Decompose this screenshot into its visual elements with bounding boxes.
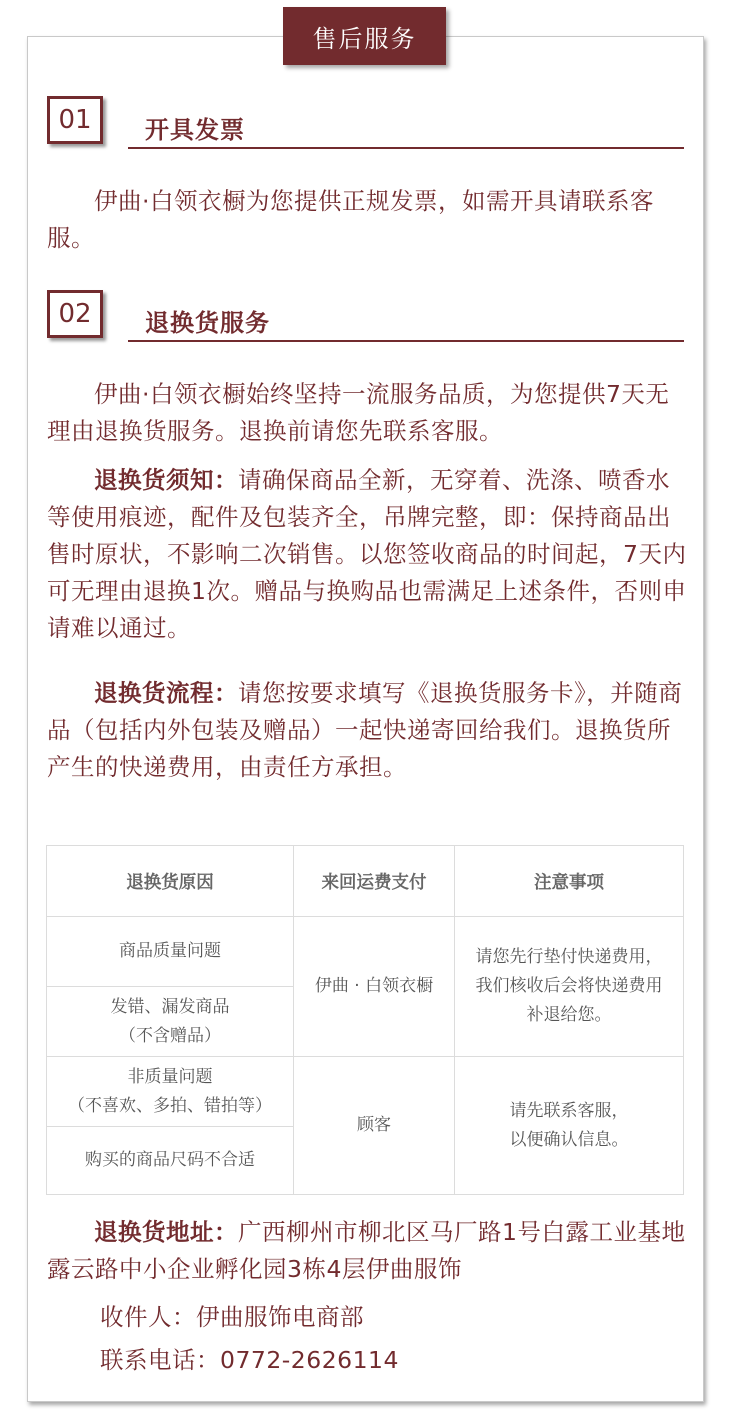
recipient: 收件人：伊曲服饰电商部 <box>100 1303 364 1331</box>
section-title-returns: 退换货服务 <box>145 309 270 337</box>
reason-line: （不含赠品） <box>119 1025 221 1046</box>
section-divider <box>128 340 684 342</box>
contact-phone: 联系电话：0772-2626114 <box>100 1346 399 1374</box>
table-row <box>47 1057 684 1127</box>
note-line: 以便确认信息。 <box>509 1129 629 1150</box>
reason-line: 发错、漏发商品 <box>110 996 230 1017</box>
table-cell-reason: 购买的商品尺码不合适 <box>47 1127 294 1195</box>
notice-text: 请确保商品全新，无穿着、洗涤、喷香水等使用痕迹，配件及包装齐全，吊牌完整，即：保持商品出售时原状，不影响二次销售。以您签收商品的时间起，7天内可无理由退换1次。赠品与换购品也需满足上述条件，否则申请难以通过。 <box>47 466 687 642</box>
table-cell-reason: 商品质量问题 <box>47 917 294 987</box>
table-header-row <box>47 846 684 917</box>
table-cell-payer: 伊曲 · 白领衣橱 <box>294 917 455 1057</box>
table-cell-note <box>455 1057 684 1195</box>
table-cell-reason <box>47 1057 294 1127</box>
process-label: 退换货流程： <box>94 679 238 707</box>
table-cell-reason <box>47 987 294 1057</box>
invoice-text: 伊曲·白领衣橱为您提供正规发票，如需开具请联系客服。 <box>47 187 654 252</box>
returns-intro: 伊曲·白领衣橱始终坚持一流服务品质，为您提供7天无理由退换货服务。退换前请您先联系客服。 <box>47 380 670 445</box>
table-header: 注意事项 <box>455 846 684 917</box>
notice-label: 退换货须知： <box>94 466 238 494</box>
note-line: 我们核收后会将快递费用 <box>475 976 663 996</box>
reason-line: （不喜欢、多拍、错拍等） <box>68 1095 272 1116</box>
process-text: 请您按要求填写《退换货服务卡》，并随商品（包括内外包装及赠品）一起快递寄回给我们。退换货所产生的快递费用，由责任方承担。 <box>47 679 683 781</box>
address-label: 退换货地址： <box>94 1218 238 1246</box>
table-header: 退换货原因 <box>47 846 294 917</box>
table-cell-note <box>455 917 684 1057</box>
returns-process <box>47 675 692 786</box>
table-row <box>47 917 684 987</box>
returns-table <box>46 845 684 1195</box>
table-cell-payer: 顾客 <box>294 1057 455 1195</box>
returns-notice <box>47 462 692 647</box>
section-number-01: 01 <box>47 96 103 144</box>
note-line: 请您先行垫付快递费用， <box>475 947 663 967</box>
note-line: 补退给您。 <box>526 1005 612 1025</box>
section-title-invoice: 开具发票 <box>145 116 245 144</box>
page-title-banner: 售后服务 <box>283 7 446 65</box>
return-address <box>47 1214 692 1288</box>
section-number-02: 02 <box>47 290 103 338</box>
table-header: 来回运费支付 <box>294 846 455 917</box>
section-divider <box>128 147 684 149</box>
reason-line: 非质量问题 <box>127 1066 213 1087</box>
address-text: 广西柳州市柳北区马厂路1号白露工业基地露云路中小企业孵化园3栋4层伊曲服饰 <box>47 1218 686 1283</box>
note-line: 请先联系客服， <box>509 1100 629 1121</box>
